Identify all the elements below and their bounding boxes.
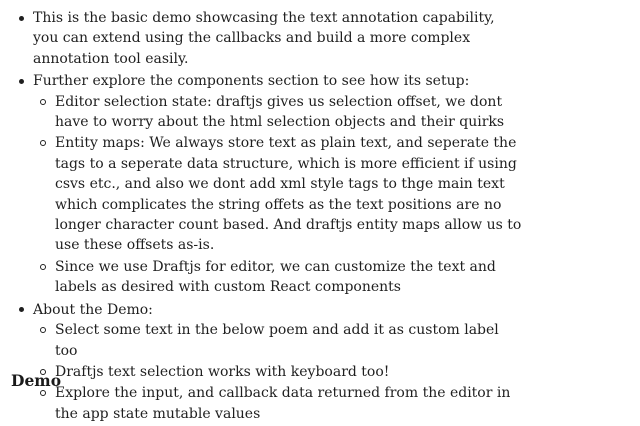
list-item-text: Further explore the components section to see how its setup: — [33, 73, 470, 90]
list-item-text: This is the basic demo showcasing the text annotation capability, you can extend using the callbacks and build a more complex annotation tool easily. — [33, 10, 495, 67]
bullet-icon — [19, 16, 24, 21]
list-item-text: About the Demo: — [33, 301, 153, 318]
sub-list-item-text: Entity maps: We always store text as plain text, and seperate the tags to a seperate data structure, which is more efficient if using csvs etc., and also we dont add xml style tags to thge main text which complicates the string offets as the text positions are no longer character count based. And draftjs entity maps allow us to use these offsets as-is. — [55, 135, 522, 254]
setup-sublist — [33, 92, 640, 298]
sub-list-item — [55, 383, 640, 424]
sub-list-item-text: Explore the input, and callback data returned from the editor in the app state mutable values — [55, 385, 511, 422]
bullet-icon — [19, 307, 24, 312]
sub-list-item — [55, 320, 640, 361]
bullet-icon — [19, 79, 24, 84]
sub-list-item-text: Select some text in the below poem and add it as custom label too — [55, 322, 499, 359]
circle-bullet-icon — [40, 140, 46, 146]
sub-list-item-text: Editor selection state: draftjs gives us selection offset, we dont have to worry about the html selection objects and their quirks — [55, 93, 505, 131]
sub-list-item-text: Since we use Draftjs for editor, we can customize the text and labels as desired with custom React components — [55, 258, 496, 296]
sub-list-item-text: Draftjs text selection works with keyboard too! — [55, 363, 390, 380]
about-demo-sublist — [33, 320, 640, 424]
readme-content — [0, 8, 640, 426]
circle-bullet-icon — [40, 264, 46, 270]
demo-heading: Demo — [11, 371, 62, 390]
list-item — [33, 71, 640, 297]
sub-list-item — [55, 257, 640, 298]
circle-bullet-icon — [40, 327, 46, 333]
circle-bullet-icon — [40, 99, 46, 105]
intro-list — [0, 8, 640, 424]
circle-bullet-icon — [40, 390, 46, 396]
sub-list-item — [55, 133, 640, 255]
sub-list-item — [55, 92, 640, 133]
sub-list-item — [55, 362, 640, 382]
list-item — [33, 300, 640, 424]
list-item — [33, 8, 640, 69]
